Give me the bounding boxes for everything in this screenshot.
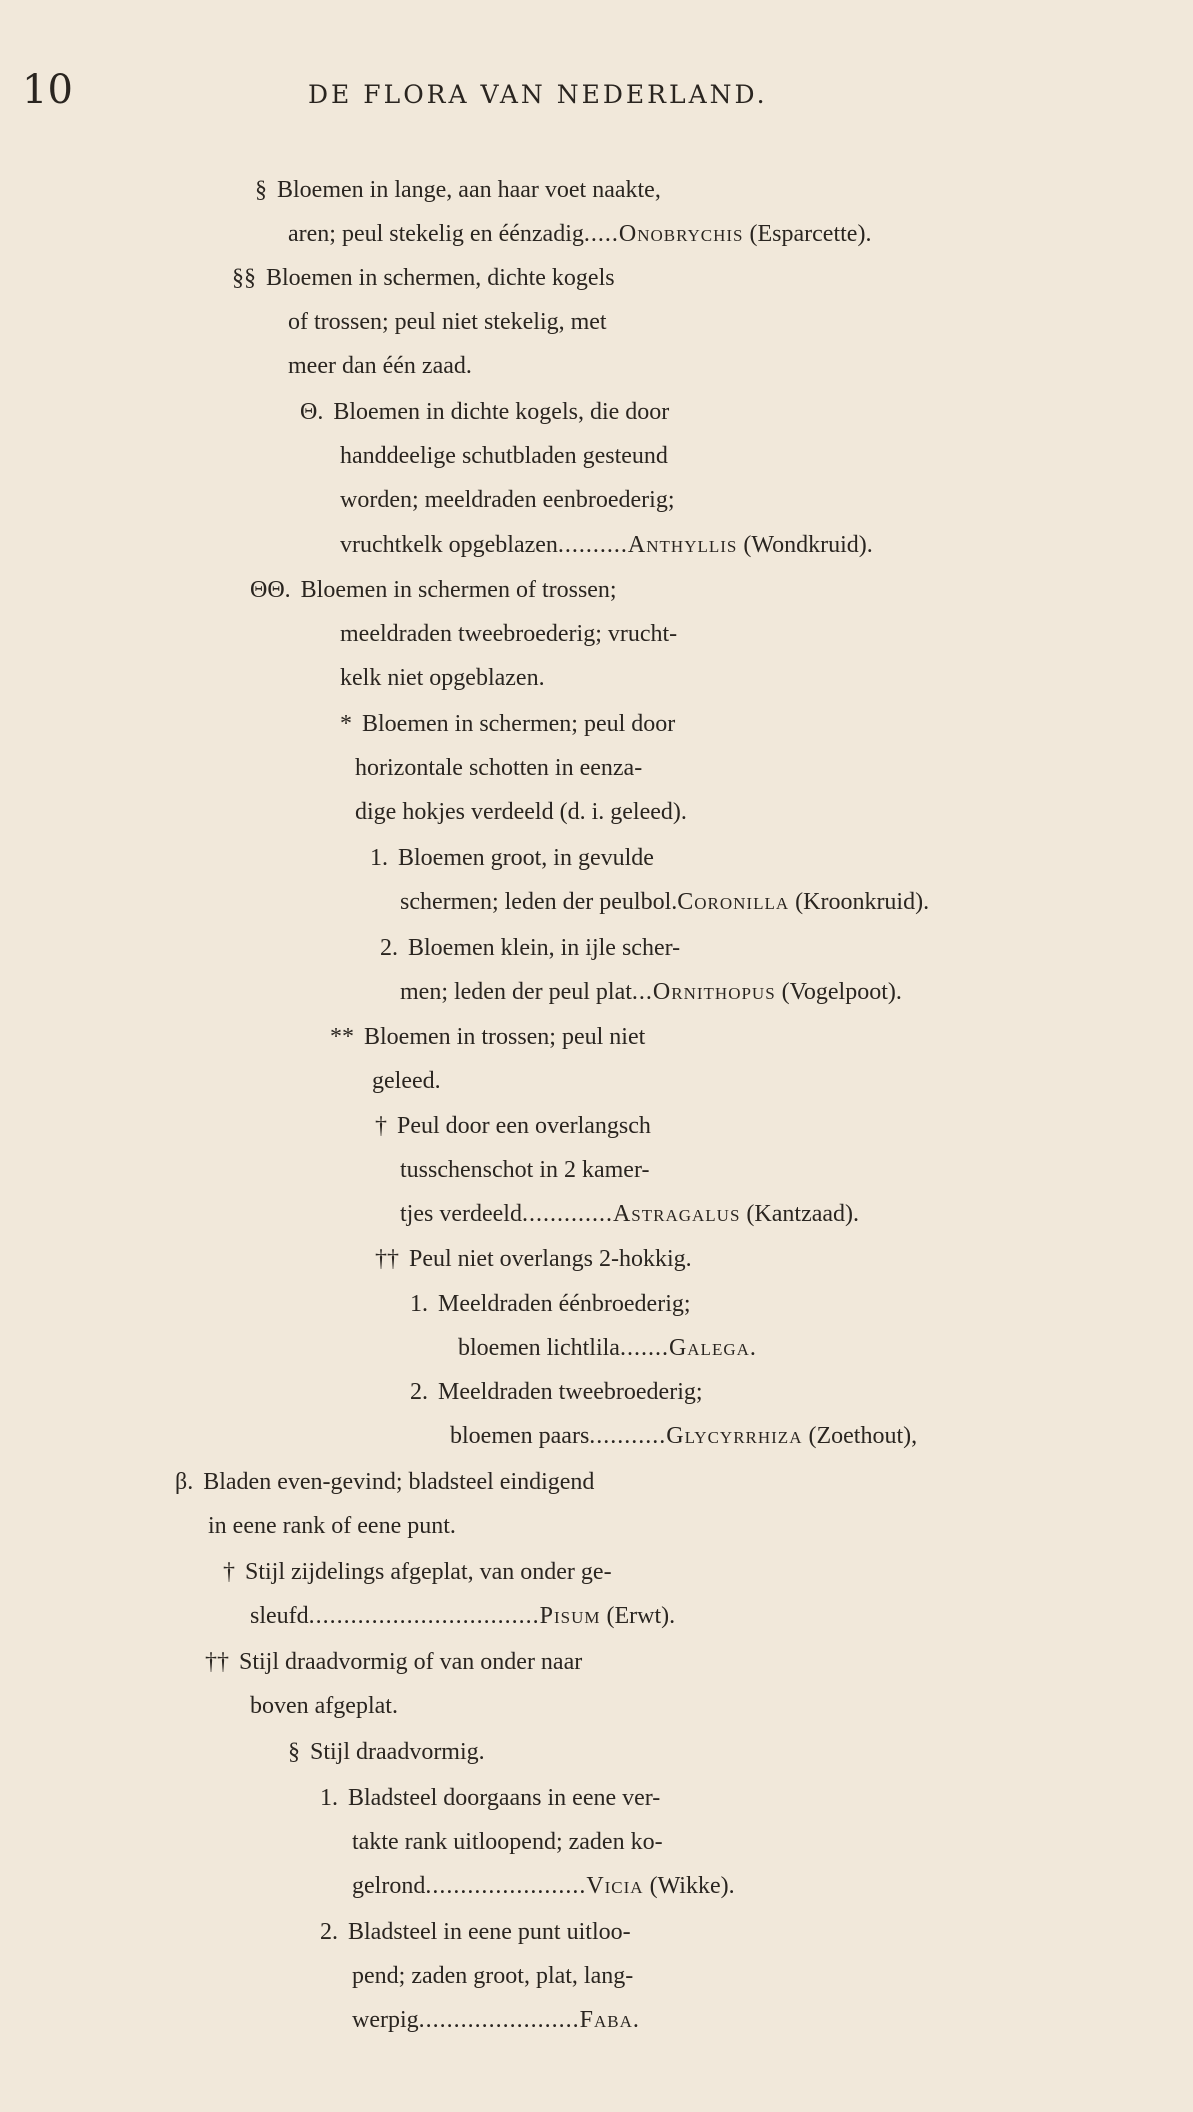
line-marker: β. [175,1469,194,1495]
line-text: vruchtkelk opgeblazen [340,532,558,558]
line-text: Bloemen in schermen of trossen; [300,577,617,603]
key-line [400,980,902,1004]
line-text: boven afgeplat. [250,1693,398,1719]
key-line [458,1336,757,1360]
line-marker: § [288,1739,300,1765]
key-line [232,266,615,290]
key-line [255,178,661,202]
key-line [205,1650,582,1674]
line-marker: † [223,1559,235,1585]
line-text: Meeldraden éénbroederig; [438,1291,691,1317]
genus-name: Astragalus [612,1201,741,1227]
common-name: (Zoethout), [808,1423,918,1449]
line-marker: ΘΘ. [250,577,291,603]
line-text: men; leden der peul plat [400,979,632,1005]
key-line [355,800,687,824]
line-marker: †† [375,1246,399,1272]
key-line [352,2008,640,2032]
dot-leader: ............. [521,1201,613,1227]
dot-leader: ... [631,979,653,1005]
genus-name: Glycyrrhiza [666,1423,803,1449]
key-line [250,1694,398,1718]
line-text: handdeelige schutbladen gesteund [340,443,668,469]
line-marker: 1. [410,1291,428,1317]
key-line [250,1604,675,1628]
line-text: takte rank uitloopend; zaden ko- [352,1829,663,1855]
genus-name: Ornithopus [652,979,776,1005]
line-text: bloemen lichtlila [458,1335,620,1361]
line-text: horizontale schotten in eenza- [355,755,643,781]
key-line [288,354,472,378]
key-line [340,666,545,690]
line-text: geleed. [372,1068,441,1094]
genus-name: Faba. [579,2007,640,2033]
line-text: Bloemen in lange, aan haar voet naakte, [277,177,661,203]
dot-leader: ....................... [425,1873,587,1899]
line-marker: 2. [380,935,398,961]
line-text: worden; meeldraden eenbroederig; [340,487,675,513]
common-name: (Kroonkruid). [795,889,930,915]
line-text: Stijl draadvormig. [310,1739,485,1765]
key-line [370,846,654,870]
key-line [340,622,677,646]
genus-name: Coronilla [677,889,790,915]
line-marker: 1. [370,845,388,871]
common-name: (Erwt). [606,1603,676,1629]
line-text: meeldraden tweebroederig; vrucht- [340,621,678,647]
line-text: dige hokjes verdeeld (d. i. geleed). [355,799,687,825]
key-line [410,1380,703,1404]
line-text: aren; peul stekelig en éénzadig [288,221,584,247]
key-line [352,1874,735,1898]
line-text: Stijl draadvormig of van onder naar [239,1649,583,1675]
common-name: (Wikke). [649,1873,735,1899]
line-text: of trossen; peul niet stekelig, met [288,309,607,335]
key-line [340,488,675,512]
key-line [352,1964,633,1988]
line-marker: § [255,177,267,203]
genus-name: Galega. [668,1335,757,1361]
line-marker: Θ. [300,399,324,425]
line-text: Peul niet overlangs 2-hokkig. [409,1246,692,1272]
line-text: kelk niet opgeblazen. [340,665,545,691]
key-line [288,310,607,334]
dot-leader: .......... [557,532,628,558]
line-marker: † [375,1113,387,1139]
key-line [340,533,873,557]
common-name: (Esparcette). [749,221,872,247]
line-text: Bladen even-gevind; bladsteel eindigend [203,1469,595,1495]
key-line [288,1740,485,1764]
line-text: Bloemen in trossen; peul niet [364,1024,646,1050]
line-text: schermen; leden der peulbol. [400,889,678,915]
key-line [208,1514,456,1538]
line-text: Bloemen klein, in ijle scher- [408,935,681,961]
line-marker: 2. [320,1919,338,1945]
line-text: pend; zaden groot, plat, lang- [352,1963,634,1989]
key-line [375,1114,651,1138]
common-name: (Wondkruid). [743,532,873,558]
line-marker: 2. [410,1379,428,1405]
line-text: Bloemen in schermen; peul door [362,711,676,737]
page-number: 10 [22,67,73,113]
line-text: Stijl zijdelings afgeplat, van onder ge- [245,1559,612,1585]
line-text: Bloemen groot, in gevulde [398,845,654,871]
line-text: Bladsteel doorgaans in eene ver- [348,1785,661,1811]
dot-leader: ........... [589,1423,667,1449]
key-line [250,578,617,602]
line-text: meer dan één zaad. [288,353,472,379]
genus-name: Onobrychis [618,221,744,247]
line-text: tjes verdeeld [400,1201,522,1227]
key-line [288,222,871,246]
dot-leader: ....... [619,1335,669,1361]
key-line [375,1247,692,1271]
key-line [223,1560,612,1584]
key-line [330,1025,645,1049]
key-line [320,1920,631,1944]
line-marker: §§ [232,265,256,291]
key-line [372,1069,441,1093]
line-text: tusschenschot in 2 kamer- [400,1157,650,1183]
running-head: DE FLORA VAN NEDERLAND. [308,80,768,109]
line-marker: * [340,711,352,737]
key-line [355,756,642,780]
key-line [320,1786,660,1810]
dot-leader: ..... [583,221,619,247]
common-name: (Kantzaad). [746,1201,860,1227]
genus-name: Pisum [539,1603,601,1629]
line-text: werpig [352,2007,419,2033]
line-text: Peul door een overlangsch [397,1113,651,1139]
line-text: sleufd [250,1603,309,1629]
line-text: Bladsteel in eene punt uitloo- [348,1919,631,1945]
line-text: Meeldraden tweebroederig; [438,1379,703,1405]
key-line [340,712,675,736]
line-marker: ** [330,1024,354,1050]
genus-name: Vicia [586,1873,644,1899]
key-line [400,890,929,914]
key-line [300,400,669,424]
line-text: Bloemen in schermen, dichte kogels [266,265,615,291]
dot-leader: ................................. [308,1603,540,1629]
key-line [340,444,668,468]
line-text: bloemen paars [450,1423,590,1449]
key-line [400,1202,859,1226]
key-line [410,1292,691,1316]
key-line [175,1470,594,1494]
line-text: in eene rank of eene punt. [208,1513,456,1539]
key-line [400,1158,649,1182]
key-line [352,1830,663,1854]
genus-name: Anthyllis [627,532,738,558]
dot-leader: ....................... [418,2007,580,2033]
key-line [380,936,680,960]
line-text: gelrond [352,1873,426,1899]
common-name: (Vogelpoot). [781,979,902,1005]
line-text: Bloemen in dichte kogels, die door [333,399,670,425]
line-marker: †† [205,1649,229,1675]
line-marker: 1. [320,1785,338,1811]
key-line [450,1424,917,1448]
